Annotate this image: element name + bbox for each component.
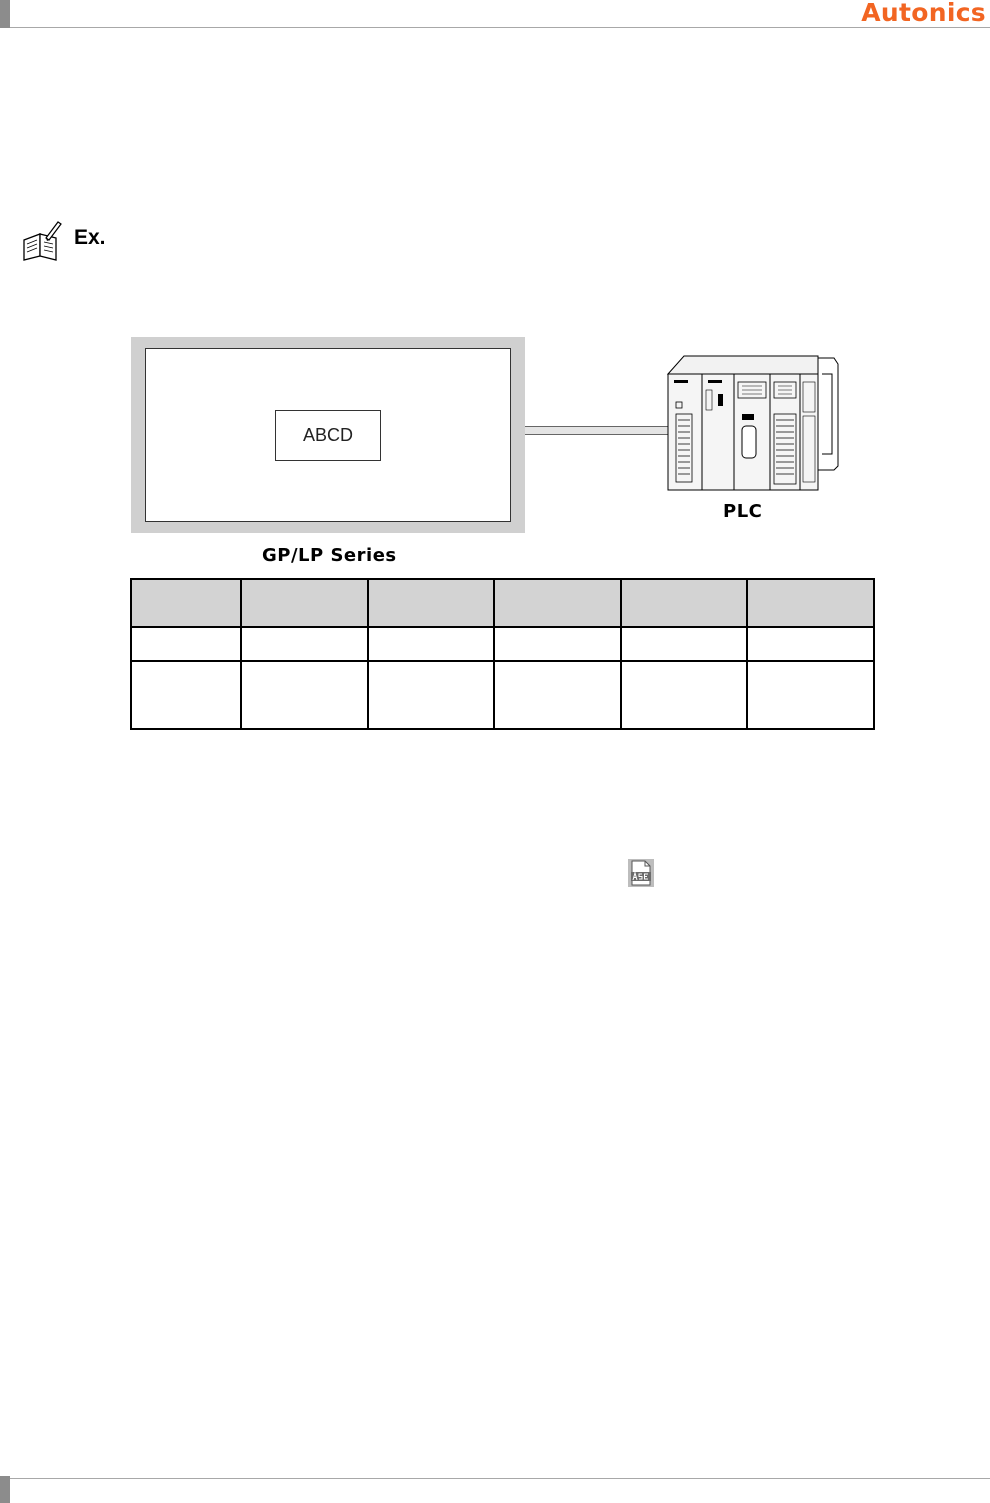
- footer-accent-bar: [0, 1476, 10, 1503]
- table-cell: [131, 661, 241, 729]
- table-cell: [241, 661, 368, 729]
- header-rule: [10, 27, 990, 28]
- plc-caption: PLC: [723, 501, 763, 522]
- table-cell: [131, 627, 241, 661]
- table-header-cell: [747, 579, 874, 627]
- table-header-cell: [368, 579, 494, 627]
- open-book-pen-icon: [20, 218, 64, 262]
- table-cell: [747, 661, 874, 729]
- table-header-cell: [621, 579, 747, 627]
- table-cell: [241, 627, 368, 661]
- ase-file-icon: [628, 859, 654, 887]
- table-header-cell: [131, 579, 241, 627]
- table-header-cell: [241, 579, 368, 627]
- example-label: Ex.: [74, 226, 106, 249]
- table-cell: [621, 661, 747, 729]
- table-cell: [494, 661, 621, 729]
- example-table: [130, 578, 875, 730]
- brand-logo: Autonics: [861, 0, 986, 27]
- table-row: [131, 627, 874, 661]
- footer-rule: [10, 1478, 990, 1479]
- header-accent-bar: [0, 0, 10, 28]
- connection-cable: [525, 426, 670, 435]
- table-cell: [368, 627, 494, 661]
- gp-text-box: ABCD: [275, 410, 381, 461]
- table-cell: [621, 627, 747, 661]
- table-cell: [368, 661, 494, 729]
- table-cell: [494, 627, 621, 661]
- table-cell: [747, 627, 874, 661]
- table-row: [131, 661, 874, 729]
- plc-device-icon: [666, 354, 840, 494]
- gp-series-caption: GP/LP Series: [262, 545, 397, 566]
- table-header-row: [131, 579, 874, 627]
- table-header-cell: [494, 579, 621, 627]
